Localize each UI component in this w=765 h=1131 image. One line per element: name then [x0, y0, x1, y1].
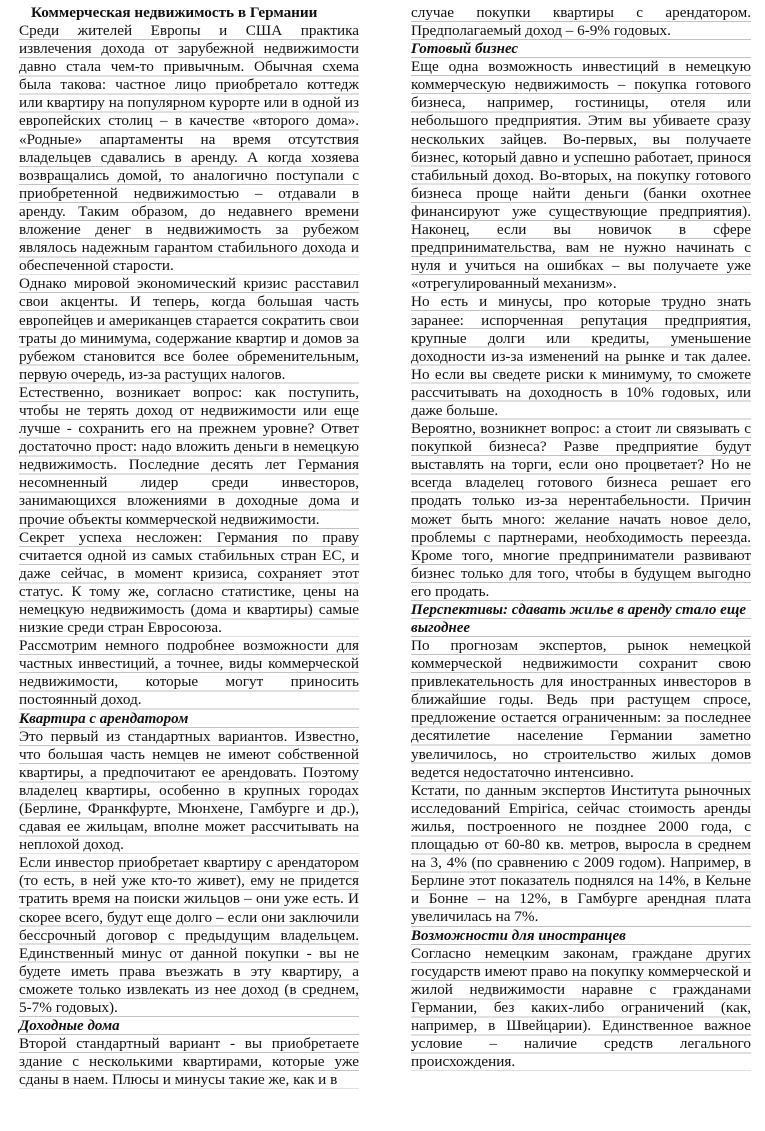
paragraph-foreigners: Согласно немецким законам, граждане других государств имеют право на покупку коммерческой и жилой недвижимости наравне с гражданами Германии, без каких-либо ограничений (как, например, в Швейцарии). Единственное важное условие – наличие средств легального происхождения.: [411, 944, 751, 1071]
subheading-prospects: Перспективы: сдавать жилье в аренду стало еще выгоднее: [411, 601, 751, 637]
right-column: [411, 4, 751, 1131]
subheading-foreigners: Возможности для иностранцев: [411, 927, 751, 945]
paragraph-overview: Рассмотрим немного подробнее возможности для частных инвестиций, а точнее, виды коммерческой недвижимости, которые могут приносить постоянный доход.: [19, 637, 359, 709]
subheading-income-houses: Доходные дома: [19, 1017, 359, 1035]
paragraph-success: Секрет успеха несложен: Германия по праву считается одной из самых стабильных стран ЕС, и даже сейчас, в момент кризиса, сохраняет этот статус. К тому же, согласно статистике, цены на немецкую недвижимость (дома и квартиры) самые низкие среди стран Евросоюза.: [19, 528, 359, 637]
article-title: Коммерческая недвижимость в Германии: [31, 4, 318, 21]
subheading-apartment: Квартира с арендатором: [19, 710, 359, 728]
subheading-business: Готовый бизнес: [411, 40, 751, 58]
paragraph-business-1: Еще одна возможность инвестиций в немецкую коммерческую недвижимость – покупка готового бизнеса, например, гостиницы, отеля или небольшого предприятия. Этим вы убиваете сразу нескольких зайцев. Во-первых, вы получаете бизнес, который давно и успешно работает, принося стабильный доход. Во-вторых, на покупку готового бизнеса проще найти деньги (банки охотнее финансируют уже существующие предприятия). Наконец, если вы новичок в сфере предпринимательства, вам не нужно начинать с нуля и учиться на ошибках – вы получаете уже «отрегулированный механизм».: [411, 58, 751, 293]
paragraph-crisis: Однако мировой экономический кризис расставил свои акценты. И теперь, когда большая часть европейцев и американцев старается сократить свои траты до минимума, содержание квартир и домов за рубежом становится все более обременительным, первую очередь, из-за растущих налогов.: [19, 275, 359, 383]
paragraph-intro: Среди жителей Европы и США практика извлечения дохода от зарубежной недвижимости давно стала чем-то привычным. Обычная схема была такова: частное лицо приобретало коттедж или квартиру на популярном курорте или в одной из европейских столиц – в качестве «второго дома». «Родные» апартаменты на время отсутствия владельцев сдавались в аренду. А когда хозяева возвращались домой, то аналогично поступали с приобретенной недвижимостью – отдавали в аренду. Таким образом, до недавнего времени вложение денег в недвижимость за рубежом являлось надежным гарантом стабильного дохода и обеспеченной старости.: [19, 22, 359, 275]
paragraph-prospects-1: По прогнозам экспертов, рынок немецкой коммерческой недвижимости сохранит свою привлекательность для иностранных инвесторов в ближайшие годы. Ведь при растущем спросе, предложение остается ограниченным: за последнее десятилетие население Германии заметно увеличилось, но строительство жилых домов ведется недостаточно интенсивно.: [411, 637, 751, 781]
paragraph-business-3: Вероятно, возникнет вопрос: а стоит ли связывать с покупкой бизнеса? Разве предприятие будут выставлять на торги, если оно процветает? Но не всегда владелец готового бизнеса решает его продать только из-за нерентабельности. Причин может быть много: желание начать новое дело, проблемы с партнерами, необходимость переезда. Кроме того, многие предприниматели развивают бизнес только для того, чтобы в будущем выгодно его продать.: [411, 420, 751, 600]
left-column: [19, 4, 359, 1131]
paragraph-apartment-2: Если инвестор приобретает квартиру с арендатором (то есть, в ней уже кто-то живет), ему не придется тратить время на поиски жильцов – они уже есть. И скорее всего, будут еще долго – если они заключили бессрочный договор с предыдущим владельцем. Единственный минус от данной покупки - вы не будете иметь права въезжать в эту квартиру, а сможете только извлекать из нее доход (в среднем, 5-7% годовых).: [19, 854, 359, 1016]
paragraph-business-2: Но есть и минусы, про которые трудно знать заранее: испорченная репутация предприятия, крупные долги или кредиты, уменьшение доходности из-за изменений на рынке и так далее. Но если вы сведете риски к минимуму, то сможете рассчитывать на доходность в 10% годовых, или даже больше.: [411, 293, 751, 419]
paragraph-income-houses: Второй стандартный вариант - вы приобретаете здание с несколькими квартирами, которые уже сданы в наем. Плюсы и минусы такие же, как и в: [19, 1035, 359, 1089]
paragraph-apartment-1: Это первый из стандартных вариантов. Известно, что большая часть немцев не имеют собственной квартиры, а предпочитают ее арендовать. Поэтому владелец квартиры, особенно в крупных городах (Берлине, Франкфурте, Мюнхене, Гамбурге и др.), сдавая ее жильцам, вполне может рассчитывать на неплохой доход.: [19, 727, 359, 854]
paragraph-continuation: случае покупки квартиры с арендатором. Предполагаемый доход – 6-9% годовых.: [411, 4, 751, 40]
paragraph-question: Естественно, возникает вопрос: как поступить, чтобы не терять доход от недвижимости или еще лучше - сохранить его на прежнем уровне? Ответ достаточно прост: надо вложить деньги в немецкую недвижимость. Последние десять лет Германия несомненный лидер среди инвесторов, занимающихся вложениями в доходные дома и прочие объекты коммерческой недвижимости.: [19, 383, 359, 528]
paragraph-prospects-2: Кстати, по данным экспертов Института рыночных исследований Empirica, сейчас стоимость аренды жилья, построенного не позднее 2000 года, с площадью от 60-80 кв. метров, выросла в среднем на 3, 4% (по сравнению с 2009 годом). Например, в Берлине этот показатель поднялся на 14%, в Кельне и Бонне – на 12%, в Гамбурге арендная плата увеличилась на 7%.: [411, 781, 751, 926]
